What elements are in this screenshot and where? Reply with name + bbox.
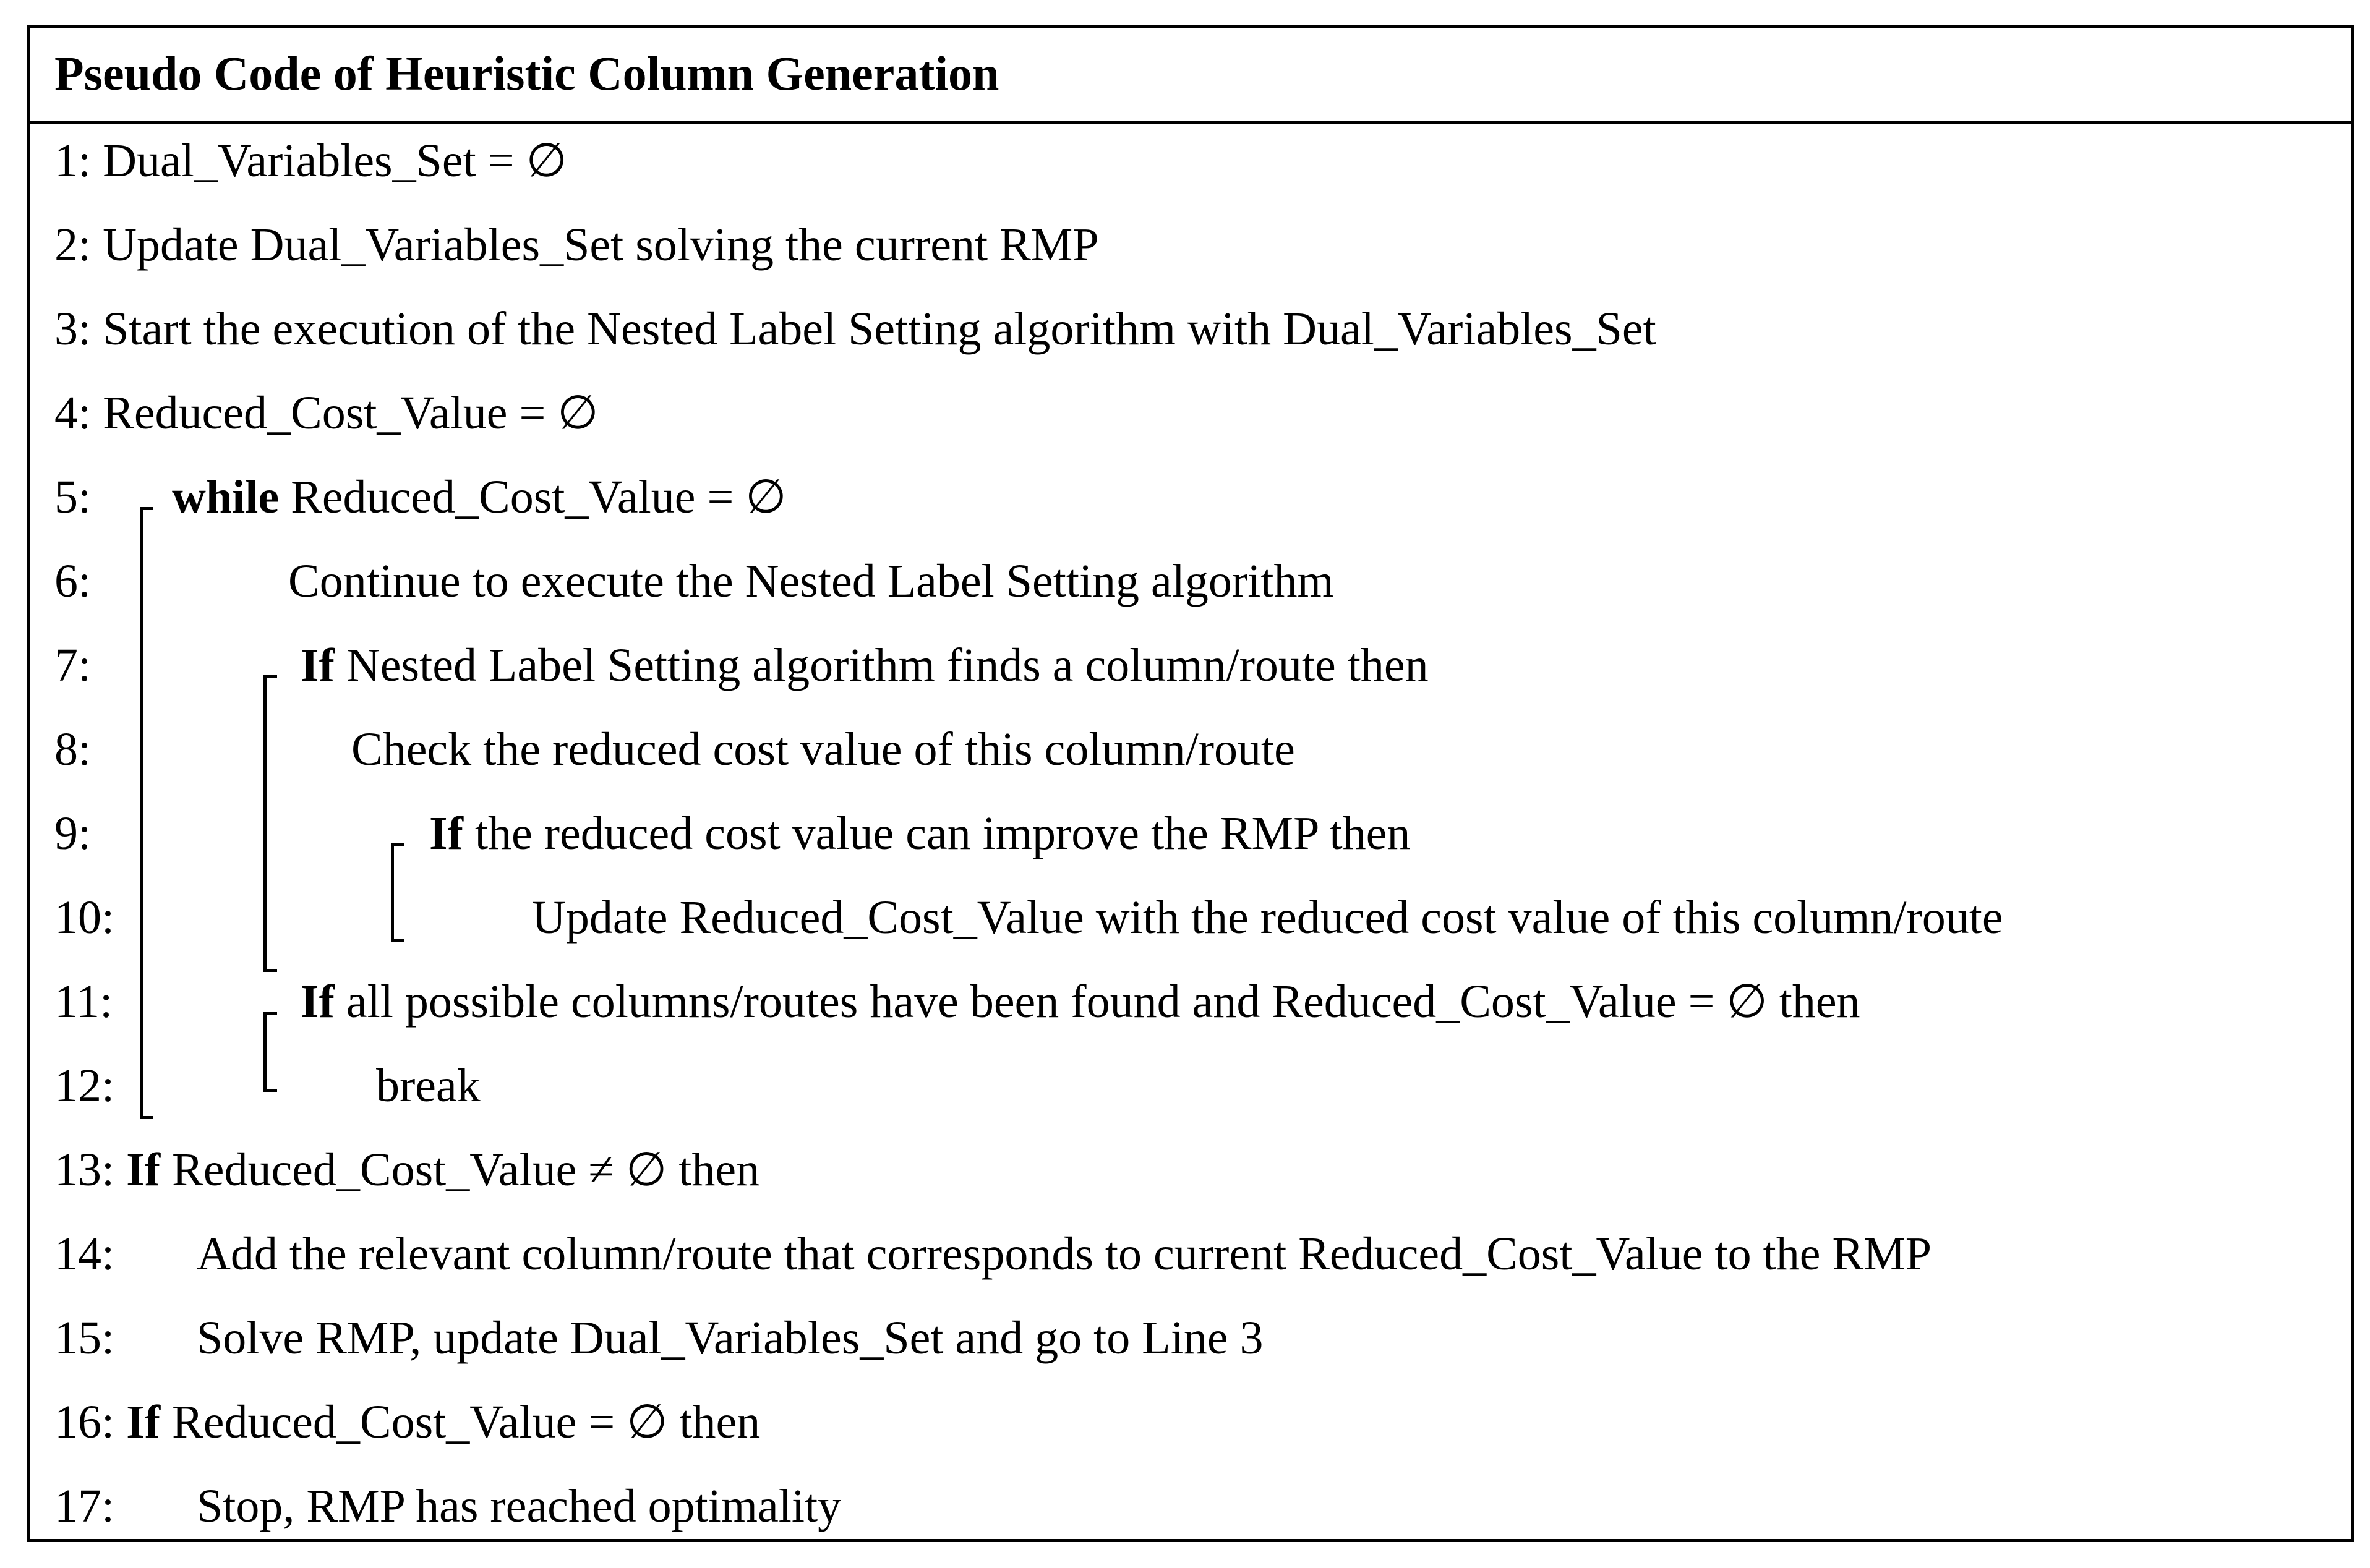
line-number-5: 5: xyxy=(54,471,92,523)
line-number-10: 10: xyxy=(54,892,115,944)
code-line-13 xyxy=(54,1136,759,1204)
code-line-11 xyxy=(301,968,1860,1036)
line-number: 4: xyxy=(54,387,92,439)
line-text: Reduced_Cost_Value = ∅ xyxy=(279,471,787,523)
line-text: Dual_Variables_Set = ∅ xyxy=(103,135,567,187)
line-number: 3: xyxy=(54,303,92,355)
code-line-4 xyxy=(54,379,599,447)
code-line-8: Check the reduced cost value of this column/route xyxy=(351,723,1295,775)
if-scope-bracket-9 xyxy=(391,843,404,942)
line-text: the reduced cost value can improve the RMP then xyxy=(463,807,1411,859)
line-text: all possible columns/routes have been found and Reduced_Cost_Value = ∅ then xyxy=(334,976,1860,1028)
pseudocode-title: Pseudo Code of Heuristic Column Generation xyxy=(54,46,999,100)
keyword-if: If xyxy=(301,976,335,1028)
line-number-17: 17: xyxy=(54,1480,115,1532)
code-line-1 xyxy=(54,127,567,195)
line-text: Reduced_Cost_Value = ∅ xyxy=(103,387,599,439)
title-divider xyxy=(27,121,2354,124)
line-text: Reduced_Cost_Value = ∅ then xyxy=(160,1396,761,1448)
keyword-if: If xyxy=(301,639,335,691)
code-line-10: Update Reduced_Cost_Value with the reduced cost value of this column/route xyxy=(532,892,2003,944)
keyword-if: If xyxy=(126,1144,161,1196)
code-line-7 xyxy=(301,631,1429,699)
line-text: Update Dual_Variables_Set solving the current RMP xyxy=(103,219,1099,271)
line-number-11: 11: xyxy=(54,976,113,1028)
line-number: 13: xyxy=(54,1144,115,1196)
code-line-5 xyxy=(172,463,787,531)
line-number-12: 12: xyxy=(54,1060,115,1112)
line-text: Nested Label Setting algorithm finds a column/route then xyxy=(334,639,1429,691)
code-line-2 xyxy=(54,211,1099,279)
while-scope-bracket xyxy=(140,507,153,1119)
if-scope-bracket-11 xyxy=(263,1012,277,1092)
line-text: Reduced_Cost_Value ≠ ∅ then xyxy=(160,1144,760,1196)
code-line-14: Add the relevant column/route that corresponds to current Reduced_Cost_Value to the RMP xyxy=(197,1228,1932,1280)
if-scope-bracket-7 xyxy=(263,675,277,972)
line-number: 2: xyxy=(54,219,92,271)
code-line-9 xyxy=(429,799,1410,867)
line-number-15: 15: xyxy=(54,1312,115,1364)
code-line-17: Stop, RMP has reached optimality xyxy=(197,1480,842,1532)
line-text: Start the execution of the Nested Label Setting algorithm with Dual_Variables_Set xyxy=(103,303,1656,355)
code-line-12: break xyxy=(376,1060,481,1112)
line-number: 1: xyxy=(54,135,92,187)
keyword-if: If xyxy=(429,807,463,859)
code-line-16 xyxy=(54,1388,760,1456)
line-number-9: 9: xyxy=(54,807,92,859)
line-number-6: 6: xyxy=(54,555,92,607)
keyword-while: while xyxy=(172,471,280,523)
code-line-15: Solve RMP, update Dual_Variables_Set and go to Line 3 xyxy=(197,1312,1264,1364)
line-number-8: 8: xyxy=(54,723,92,775)
keyword-if: If xyxy=(126,1396,161,1448)
line-number-7: 7: xyxy=(54,639,92,691)
line-number: 16: xyxy=(54,1396,115,1448)
code-line-6: Continue to execute the Nested Label Setting algorithm xyxy=(288,555,1334,607)
code-line-3 xyxy=(54,295,1656,363)
line-number-14: 14: xyxy=(54,1228,115,1280)
